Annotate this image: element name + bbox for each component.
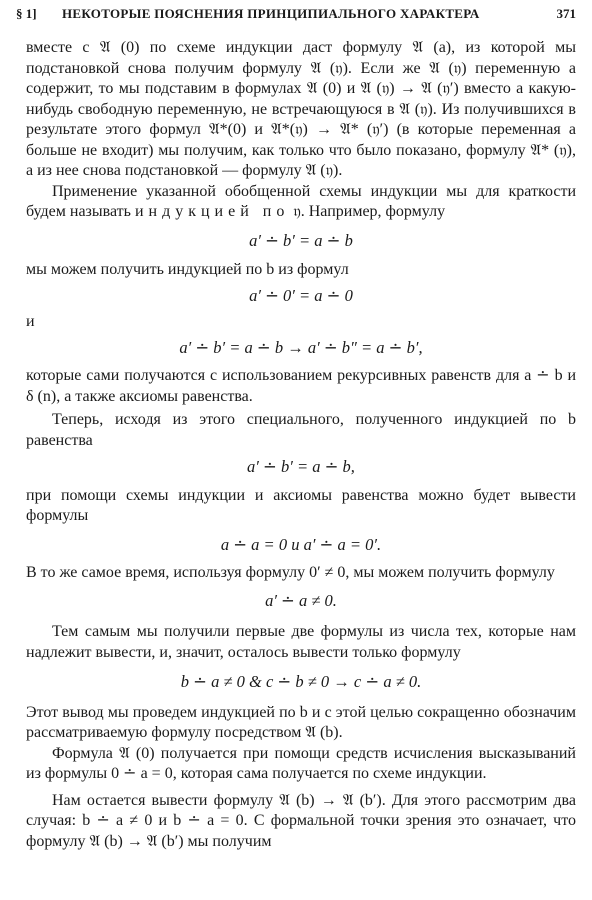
paragraph: Тем самым мы получили первые две формулы из числа тех, которые нам надлежит вывести, и, значит, осталось вывести только формулу — [26, 623, 576, 661]
paragraph: мы можем получить индукцией по b из формул — [26, 261, 349, 278]
running-header — [16, 4, 576, 26]
section-marker: § 1] — [16, 6, 37, 21]
paragraph: и — [26, 313, 35, 330]
formula: a′ ∸ b′ = a ∸ b — [249, 230, 353, 250]
page-number: 371 — [556, 6, 576, 21]
formula: b ∸ a ≠ 0 & c ∸ b ≠ 0 → c ∸ a ≠ 0. — [180, 672, 422, 691]
text-run: Применение указанной обобщенной схемы индукции мы для краткости будем называть — [26, 182, 576, 220]
paragraph: Теперь, исходя из этого специального, полученного индукцией по b равенства — [26, 411, 576, 449]
paragraph: В то же самое время, используя формулу 0′ ≠ 0, мы можем получить формулу — [26, 564, 555, 581]
formula: a′ ∸ 0′ = a ∸ 0 — [249, 285, 353, 305]
running-title: НЕКОТОРЫЕ ПОЯСНЕНИЯ ПРИНЦИПИАЛЬНОГО ХАРАКТЕРА — [62, 6, 480, 21]
paragraph: при помощи схемы индукции и аксиомы равенства можно будет вывести формулы — [26, 486, 576, 524]
paragraph: Формула 𝔄 (0) получается при помощи средств исчисления высказываний из формулы 0 ∸ a = 0, которая сама получается по схеме индукции. — [26, 744, 576, 782]
paragraph: вместе с 𝔄 (0) по схеме индукции даст формулу 𝔄 (a), из которой мы подстановкой снова получим формулу 𝔄 (𝔶). Если же 𝔄 (𝔶) переменную a содержит, то мы подставим в формулах 𝔄 (0) и 𝔄 (𝔶) → 𝔄 (𝔶′) вместо a какую-нибудь свободную переменную, не встречающуюся в 𝔄 (𝔶). Из получившихся в результате этого формул 𝔄*(0) и 𝔄*(𝔶) → 𝔄* (𝔶′) (в которые переменная a больше не входит) мы получим, как только что было показано, формулу 𝔄* (𝔶), а из нее снова подстановкой — формулу 𝔄 (𝔶). — [26, 39, 576, 179]
text-run: 𝔶. Например, формулу — [293, 203, 446, 220]
formula: a′ ∸ a ≠ 0. — [265, 590, 337, 610]
spaced-term: индукцией по — [134, 203, 290, 220]
formula: a ∸ a = 0 и a′ ∸ a = 0′. — [220, 534, 382, 554]
paragraph: Этот вывод мы проведем индукцией по b и с этой целью сокращенно обозначим рассматриваемую формулу посредством 𝔄 (b). — [26, 703, 576, 741]
formula: a′ ∸ b′ = a ∸ b, — [247, 457, 355, 476]
page-body — [26, 38, 576, 852]
paragraph: которые сами получаются с использованием рекурсивных равенств для a ∸ b и δ (n), а также аксиомы равенства. — [26, 367, 576, 405]
formula: a′ ∸ b′ = a ∸ b → a′ ∸ b″ = a ∸ b′, — [179, 337, 423, 357]
paragraph: Нам остается вывести формулу 𝔄 (b) → 𝔄 (b′). Для этого рассмотрим два случая: b ∸ a ≠ 0 и b ∸ a = 0. С формальной точки зрения это означает, что формулу 𝔄 (b) → 𝔄 (b′) мы получим — [26, 791, 576, 850]
paragraph — [26, 182, 576, 223]
